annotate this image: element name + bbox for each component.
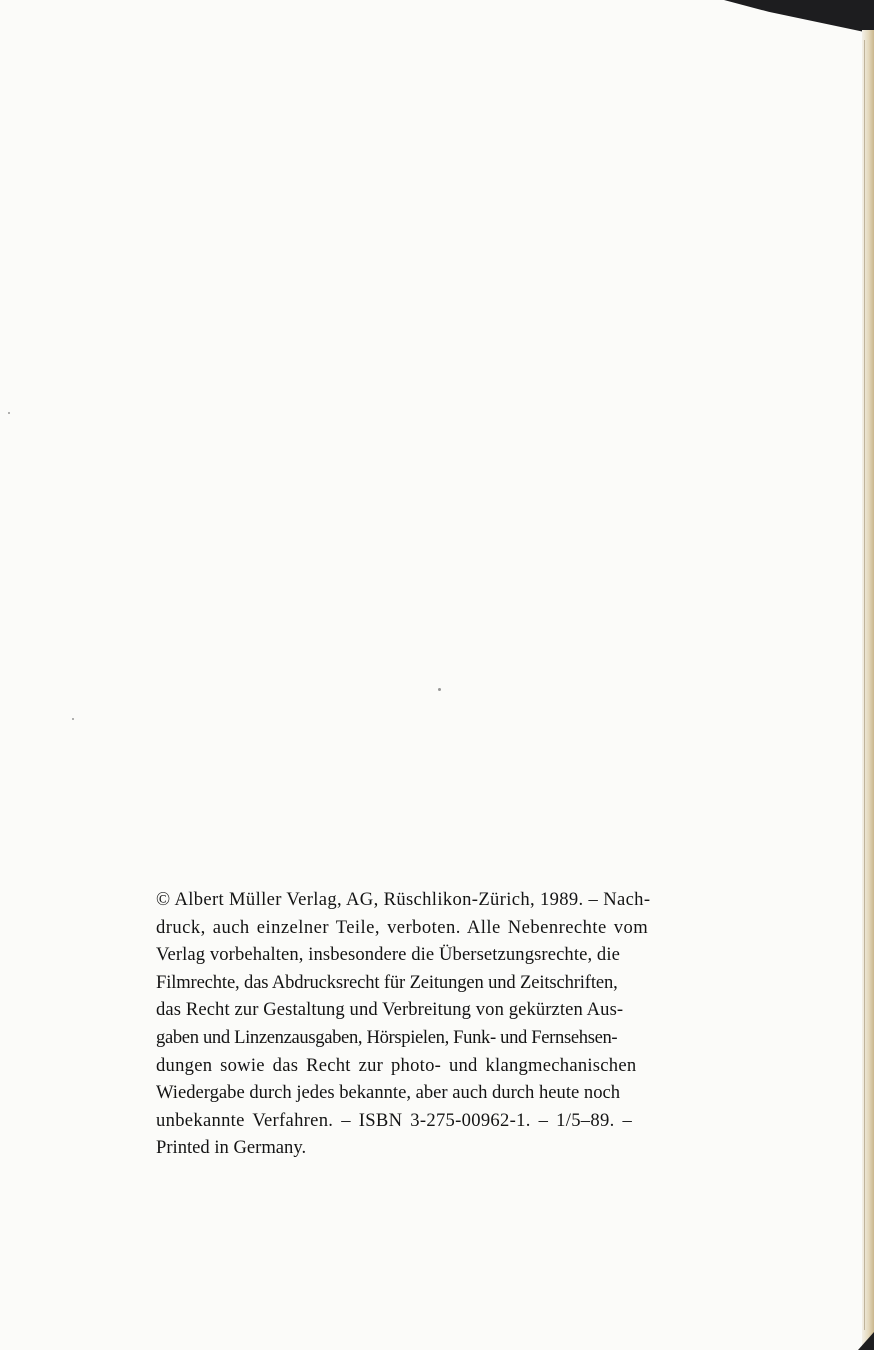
paper-speck (8, 412, 10, 414)
copyright-imprint (156, 886, 798, 1162)
imprint-line: Verlag vorbehalten, insbesondere die Übersetzungsrechte, die (156, 944, 620, 966)
imprint-line: gaben und Linzenzausgaben, Hörspielen, Funk- und Fernsehsen- (156, 1026, 618, 1048)
paper-speck (72, 718, 74, 720)
imprint-line: dungen sowie das Recht zur photo- und klangmechanischen (156, 1054, 637, 1076)
imprint-line: unbekannte Verfahren. – ISBN 3-275-00962-1. – 1/5–89. – (156, 1109, 633, 1131)
imprint-line: das Recht zur Gestaltung und Verbreitung von gekürzten Aus- (156, 999, 624, 1021)
imprint-line: © Albert Müller Verlag, AG, Rüschlikon-Zürich, 1989. – Nach- (156, 889, 651, 910)
imprint-line: Wiedergabe durch jedes bekannte, aber auch durch heute noch (156, 1082, 621, 1104)
imprint-line: Filmrechte, das Abdrucksrecht für Zeitungen und Zeitschriften, (156, 971, 618, 993)
paper-speck (438, 688, 441, 691)
imprint-line: druck, auch einzelner Teile, verboten. Alle Nebenrechte vom (156, 916, 649, 938)
imprint-line: Printed in Germany. (156, 1137, 307, 1159)
corner-tape (724, 0, 874, 34)
page-edge-line (864, 40, 865, 1330)
